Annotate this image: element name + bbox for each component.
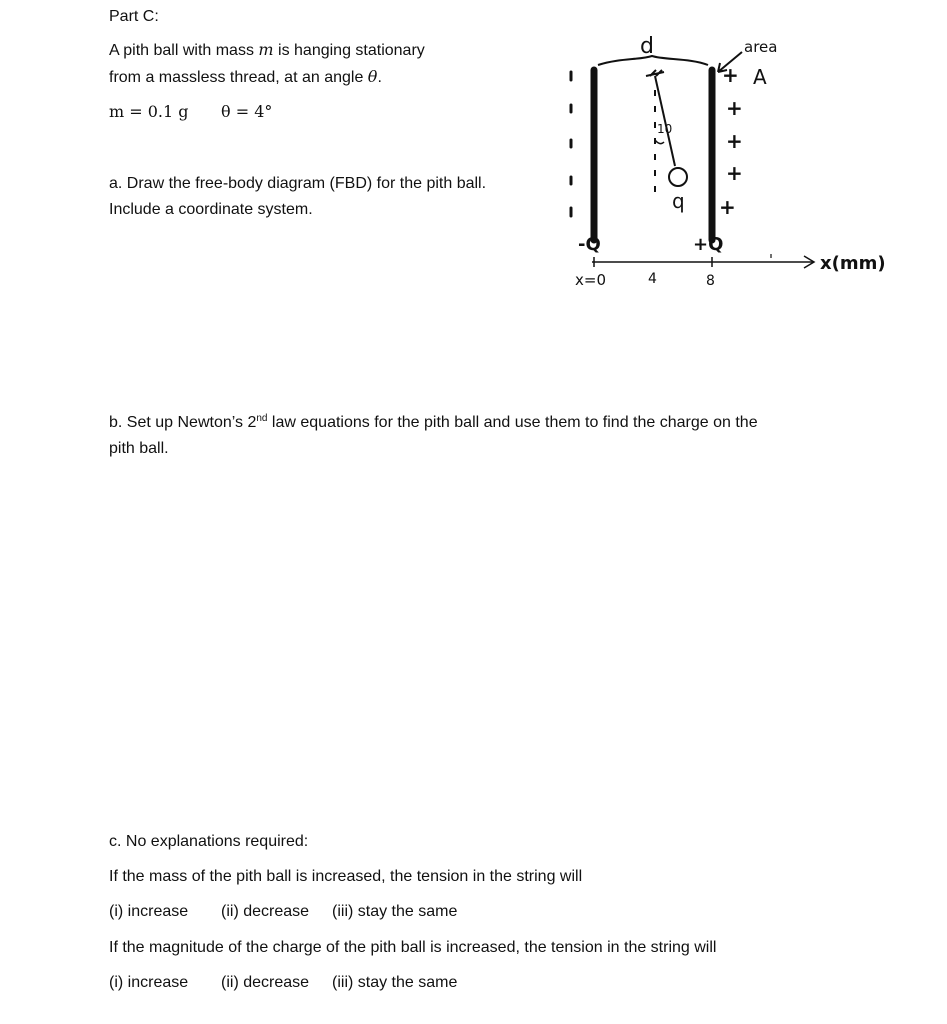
intro-line-2-before: from a massless thread, at an angle [109,69,368,86]
given-mass: m = 0.1 g [109,102,189,121]
pith-ball [669,168,687,186]
mass-symbol: m [258,40,274,59]
question-c-q2: If the magnitude of the charge of the pith ball is increased, the tension in the string will [109,939,717,956]
label-d: d [640,34,654,59]
question-b-sup: nd [256,413,268,424]
question-a-line-1: a. Draw the free-body diagram (FBD) for the pith ball. [109,175,487,192]
question-a-line-2: Include a coordinate system. [109,201,313,218]
question-b-before: b. Set up Newton’s 2 [109,414,257,431]
capacitor-diagram [0,0,947,320]
question-b-line-2: pith ball. [109,440,169,457]
q1-option-same: (iii) stay the same [332,903,458,920]
svg-text:+: + [722,63,739,87]
question-c-header: c. No explanations required: [109,833,309,850]
q2-option-increase: (i) increase [109,974,189,991]
intro-line-2-after: . [377,69,382,86]
thread [655,76,675,166]
label-angle: 10 [657,122,673,136]
question-c-q1: If the mass of the pith ball is increased, the tension in the string will [109,868,583,885]
label-pos-Q: +Q [693,234,724,255]
svg-text:+: + [726,96,743,120]
question-b-line-1 [109,413,758,433]
ceiling-mark [646,70,664,76]
question-b-after: law equations for the pith ball and use them to find the charge on the [267,414,758,431]
plus-signs [719,63,743,219]
label-x0: x=0 [575,271,606,289]
svg-text:+: + [719,195,736,219]
intro-line-1-before: A pith ball with mass [109,42,259,59]
intro-line-1-after: is hanging stationary [273,42,425,59]
q2-option-decrease: (ii) decrease [221,974,310,991]
label-x8: 8 [706,273,715,289]
angle-arc [655,140,664,144]
part-title: Part C: [109,8,159,25]
angle-symbol: θ [367,67,378,86]
label-x4: 4 [648,271,657,287]
q1-option-increase: (i) increase [109,903,189,920]
q2-option-same: (iii) stay the same [332,974,458,991]
given-angle: θ = 4° [221,102,273,121]
label-q: q [672,189,685,213]
q1-option-decrease: (ii) decrease [221,903,310,920]
svg-text:+: + [726,129,743,153]
label-neg-Q: -Q [578,234,601,255]
label-axis: x(mm) [820,253,886,274]
label-A: A [753,65,767,89]
svg-text:+: + [726,161,743,185]
label-area: area [744,38,778,56]
